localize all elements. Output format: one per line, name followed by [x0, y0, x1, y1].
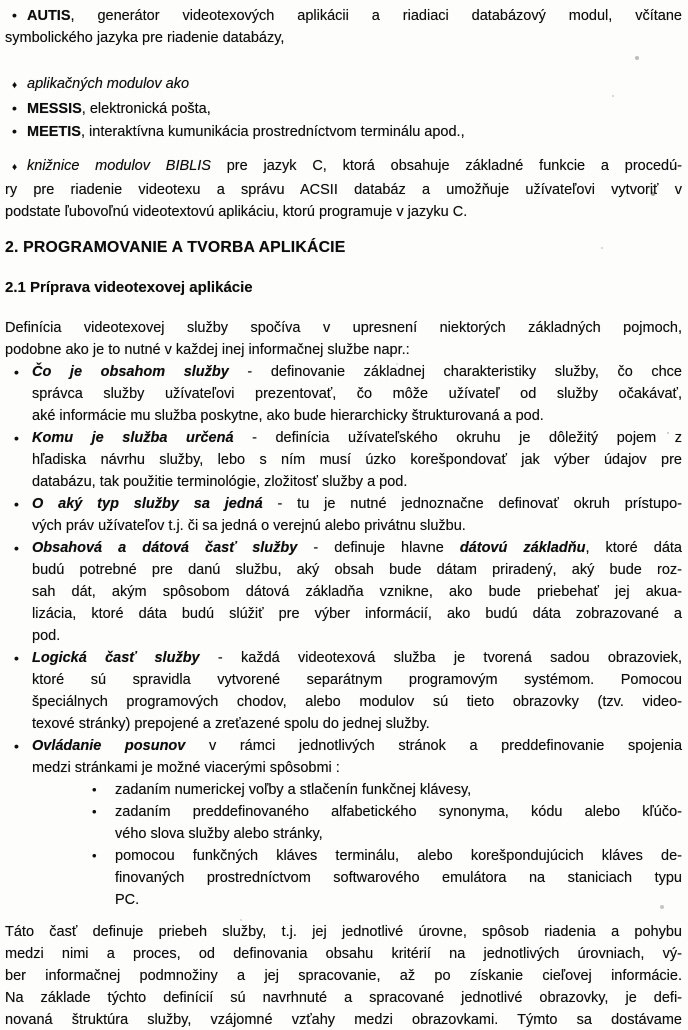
- dot-bullet-icon: •: [14, 738, 19, 754]
- text-run: MESSIS: [27, 101, 82, 117]
- dot-bullet-icon: •: [12, 100, 17, 116]
- text-line: [5, 921, 682, 943]
- text-line: [115, 823, 682, 845]
- dot-bullet-icon: •: [12, 123, 17, 139]
- text-line: [32, 713, 682, 735]
- bullet-meetis: [5, 120, 682, 143]
- text-run: podstate ľubovoľnú videotextovú aplikáciu, ktorú programuje v jazyku C.: [5, 204, 468, 220]
- bullet-obsahova-datova: [5, 537, 682, 647]
- text-line: [5, 339, 682, 361]
- text-run: , ktoré dáta: [585, 540, 682, 556]
- dot-bullet-icon: •: [14, 540, 19, 556]
- text-run: , elektronická pošta,: [81, 101, 211, 117]
- text-run: ry pre riadenie videotexu a správu ACSII databáz a umožňuje užívateľovi vytvoriť v: [5, 182, 682, 198]
- text-run: vého slova služby alebo stránky,: [115, 826, 323, 842]
- text-run: aké informácie mu služba poskytne, ako bude hierarchicky štrukturovaná a pod.: [32, 408, 544, 424]
- text-line: [5, 943, 682, 965]
- text-run: , interaktívna kumunikácia prostredníctvom terminálu apod.,: [80, 124, 465, 140]
- section-heading: [5, 237, 682, 259]
- dot-bullet-icon: •: [12, 7, 17, 23]
- text-run: texové stránky) prepojené a zreťazené spolu do jednej služby.: [32, 716, 430, 732]
- text-run: sah dát, akým spôsobom dátová základňa vznikne, ako bude priebehať jej akua-: [32, 584, 682, 600]
- text-line: [32, 383, 682, 405]
- text-run: MEETIS: [27, 124, 81, 140]
- text-run: podobne ako je to nutné v každej inej informačnej službe napr.:: [5, 342, 410, 358]
- text-run: medzi stránkami je možné viacerými spôsobmi :: [32, 760, 340, 776]
- text-run: Definícia videotexovej služby spočíva v upresnení niektorých základných pojmoch,: [5, 320, 682, 336]
- text-line: [5, 277, 682, 299]
- text-line: [14, 493, 682, 515]
- text-line: [14, 647, 683, 669]
- text-run: 2. PROGRAMOVANIE A TVORBA APLIKÁCIE: [5, 239, 346, 256]
- text-line: [5, 237, 682, 259]
- text-run: finovaných prostredníctvom softwarového emulátora na staniciach typu: [115, 870, 682, 886]
- text-line: [32, 405, 682, 427]
- text-run: Čo je obsahom služby: [32, 364, 229, 380]
- text-line: [32, 669, 682, 691]
- text-run: - tu je nutné jednoznačne definovať okruh prístupo-: [262, 496, 682, 512]
- text-line: [32, 559, 682, 581]
- bullet-co-je-obsahom: [5, 361, 682, 427]
- text-line: [14, 537, 682, 559]
- text-run: aplikačných modulov ako: [27, 76, 190, 92]
- text-run: zadaním preddefinovaného alfabetického synonyma, kódu alebo kľúčo-: [115, 804, 682, 820]
- text-line: [14, 361, 682, 383]
- subbullet-numericka-volba: [5, 779, 682, 801]
- text-run: lizácia, ktoré dáta budú slúžiť pre výber informácií, ako budú dáta zobrazované a: [32, 606, 682, 622]
- text-line: [5, 1009, 682, 1030]
- text-line: [32, 471, 682, 493]
- text-line: [92, 845, 682, 867]
- bullet-komu-je-sluzba: [5, 427, 682, 493]
- text-run: pomocou funkčných kláves terminálu, alebo korešpondujúcich kláves de-: [115, 848, 682, 864]
- text-line: [14, 735, 683, 757]
- text-run: pod.: [32, 628, 61, 644]
- text-run: Na základe týchto definícií sú navrhnuté a spracované jednotlivé obrazovky, je defi-: [5, 990, 682, 1006]
- text-run: Logická časť služby: [32, 650, 200, 666]
- dot-bullet-icon: •: [92, 782, 97, 797]
- bullet-o-aky-typ: [5, 493, 682, 537]
- subsection-heading: [5, 277, 682, 299]
- text-line: [5, 155, 682, 179]
- bullet-autis: [5, 4, 682, 49]
- text-run: špeciálnych programových chodov, alebo modulov sú tieto obrazovky (tzv. video-: [32, 694, 682, 710]
- text-run: O aký typ služby sa jedná: [32, 496, 263, 512]
- dot-bullet-icon: •: [92, 804, 97, 819]
- subbullet-funkcne-klavesy: [5, 845, 682, 911]
- text-run: dátovú základňu: [459, 540, 586, 556]
- para-definicia: [5, 317, 682, 361]
- text-line: [32, 691, 682, 713]
- text-run: AUTIS: [27, 8, 71, 24]
- text-run: pre jazyk C, ktorá obsahuje základné funkcie a procedú-: [210, 158, 682, 174]
- text-line: [5, 317, 682, 339]
- text-line: [92, 779, 682, 801]
- text-line: [5, 73, 682, 97]
- diamond-bullet-icon: ♦: [12, 162, 18, 173]
- text-line: [5, 4, 682, 27]
- text-line: [5, 965, 682, 987]
- dot-bullet-icon: •: [92, 848, 97, 863]
- text-run: medzi nimi a proces, od definovania obsahu kritérií na jednotlivých úrovniach, vý-: [5, 946, 682, 962]
- text-run: v rámci jednotlivých stránok a preddefinovanie spojenia: [185, 738, 683, 754]
- text-line: [32, 515, 682, 537]
- text-run: knižnice modulov BIBLIS: [27, 158, 211, 174]
- text-line: [5, 201, 682, 223]
- text-line: [32, 625, 682, 647]
- text-run: - definuje hlavne: [297, 540, 460, 556]
- text-line: [32, 603, 682, 625]
- bullet-messis: [5, 97, 682, 120]
- text-run: Táto časť definuje priebeh služby, t.j. jej jednotlivé úrovne, spôsob riadenia a pohybu: [5, 924, 682, 940]
- text-line: [32, 581, 682, 603]
- text-run: ktoré sú spravidla vytvorené separátnym programovým systémom. Pomocou: [32, 672, 682, 688]
- text-line: [14, 427, 682, 449]
- text-run: databázu, tak použitie terminológie, zložitosť služby a pod.: [32, 474, 408, 490]
- bullet-aplikacnych-modulov: [5, 73, 682, 97]
- text-run: ber informačnej podmnožiny a jej spracovanie, až po získanie cieľovej informácie.: [5, 968, 682, 984]
- text-run: , generátor videotexových aplikácii a riadiaci databázový modul, včítane: [70, 8, 682, 24]
- text-line: [5, 27, 682, 49]
- text-run: - definovanie základnej charakteristiky služby, čo chce: [228, 364, 682, 380]
- text-run: zadaním numerickej voľby a stlačenín funkčnej klávesy,: [115, 782, 472, 798]
- text-line: [115, 867, 682, 889]
- subbullet-synonymum: [5, 801, 682, 845]
- dot-bullet-icon: •: [14, 364, 19, 380]
- bullet-ovladanie-posunov: [5, 735, 682, 779]
- dot-bullet-icon: •: [14, 650, 19, 666]
- para-tato-cast: [5, 921, 682, 1030]
- text-line: [92, 801, 682, 823]
- text-line: [32, 449, 682, 471]
- text-run: PC.: [115, 892, 140, 908]
- text-run: - definícia užívateľského okruhu je dôležitý pojem z: [233, 430, 682, 446]
- dot-bullet-icon: •: [14, 430, 19, 446]
- text-line: [5, 179, 682, 201]
- text-run: Ovládanie posunov: [32, 738, 186, 754]
- text-run: budú potrebné pre danú službu, aký obsah bude dátam priradený, aký bude roz-: [32, 562, 682, 578]
- text-line: [5, 987, 682, 1009]
- text-run: hľadiska návrhu služby, lebo s ním musí úzko korešpondovať jak výber údajov pre: [32, 452, 682, 468]
- bullet-kniznice-biblis: [5, 155, 682, 223]
- bullet-logicka-cast: [5, 647, 682, 735]
- dot-bullet-icon: •: [14, 496, 19, 512]
- text-run: správca služby užívateľovi prezentovať, čo môže užívateľ od služby očakávať,: [32, 386, 682, 402]
- text-line: [115, 889, 682, 911]
- diamond-bullet-icon: ♦: [12, 80, 18, 91]
- text-run: vých práv užívateľov t.j. či sa jedná o verejnú alebo privátnu službu.: [32, 518, 466, 534]
- text-line: [5, 120, 682, 143]
- text-line: [5, 97, 682, 120]
- text-run: Obsahová a dátová časť služby: [32, 540, 298, 556]
- text-run: 2.1 Príprava videotexovej aplikácie: [5, 279, 253, 296]
- text-run: Komu je služba určená: [32, 430, 234, 446]
- text-run: symbolického jazyka pre riadenie databázy,: [5, 30, 285, 46]
- text-run: - každá videotexová služba je tvorená sadou obrazoviek,: [199, 650, 683, 666]
- text-run: novaná štruktúra služby, vzájomné vzťahy medzi obrazovkami. Týmto sa dostávame: [5, 1012, 682, 1028]
- text-line: [32, 757, 682, 779]
